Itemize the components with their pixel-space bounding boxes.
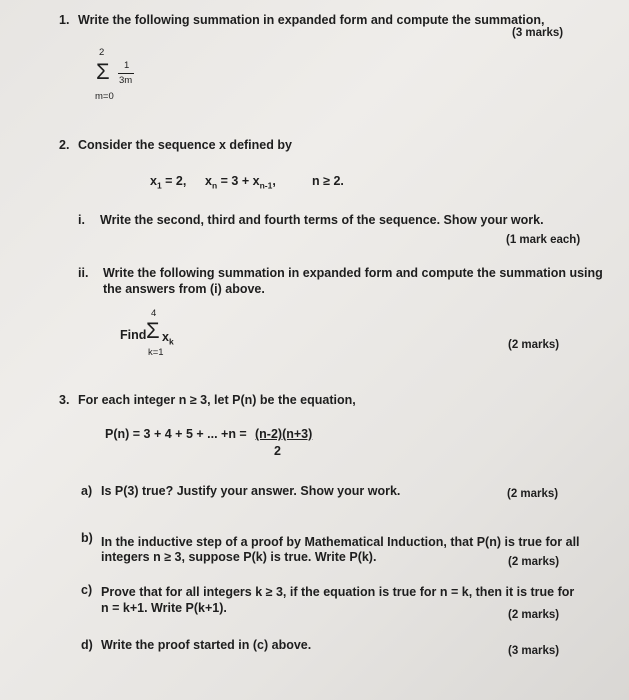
sigma-symbol: Σ	[146, 318, 160, 343]
q3a-text: Is P(3) true? Justify your answer. Show your work.	[101, 484, 401, 498]
q3d-marks: (3 marks)	[508, 645, 560, 657]
q1-number: 1.	[59, 13, 70, 27]
q1-text: Write the following summation in expanded form and compute the summation,	[78, 13, 545, 27]
q3b-marks: (2 marks)	[508, 556, 560, 568]
q3c-line1: Prove that for all integers k ≥ 3, if the equation is true for n = k, then it is true for	[101, 585, 575, 599]
q2ii-sum-upper: 4	[151, 308, 157, 319]
q2-sequence-x1: $x_1 = 2$,	[150, 174, 187, 191]
q3d-label: d)	[81, 638, 93, 652]
q1-sum-denominator: 3m	[119, 75, 133, 86]
q1-sum-lower: m=0	[95, 91, 114, 102]
q3a-marks: (2 marks)	[507, 488, 559, 500]
q2-number: 2.	[59, 138, 70, 152]
q2ii-term: $x_k$	[162, 330, 174, 347]
q2ii-marks: (2 marks)	[508, 339, 560, 351]
q1-sum-numerator: 1	[124, 60, 130, 71]
q1-marks: (3 marks)	[512, 27, 564, 39]
q3-number: 3.	[59, 393, 70, 407]
q3d-text: Write the proof started in (c) above.	[101, 638, 312, 652]
sigma-symbol: Σ	[96, 59, 110, 84]
fraction-bar	[118, 73, 134, 74]
q3b-label: b)	[81, 531, 93, 545]
q2-sequence-condition: n ≥ 2.	[312, 174, 344, 188]
q3c-label: c)	[81, 583, 93, 597]
q2ii-sum-lower: k=1	[148, 347, 164, 358]
q2ii-line2: the answers from (i) above.	[103, 282, 265, 296]
q2ii-find: Find	[120, 328, 147, 342]
q3b-line1: In the inductive step of a proof by Mathematical Induction, that P(n) is true for all	[101, 535, 580, 549]
q3c-marks: (2 marks)	[508, 609, 560, 621]
q3c-line2: n = k+1. Write P(k+1).	[101, 601, 227, 615]
q3-equation-numerator: (n-2)(n+3)	[255, 427, 313, 441]
q2i-text: Write the second, third and fourth terms of the sequence. Show your work.	[100, 213, 544, 227]
q2-text: Consider the sequence x defined by	[78, 138, 292, 152]
q2i-label: i.	[78, 213, 85, 227]
q2i-marks: (1 mark each)	[506, 234, 581, 246]
q3b-line2: integers n ≥ 3, suppose P(k) is true. Write P(k).	[101, 550, 377, 564]
q3-equation-denominator: 2	[274, 444, 281, 458]
q2ii-line1: Write the following summation in expanded form and compute the summation using	[103, 266, 603, 280]
q3-equation-left: P(n) = 3 + 4 + 5 + ... +n =	[105, 427, 247, 441]
q2-sequence-xn: $x_n = 3 + x_{n-1}$,	[205, 174, 276, 191]
q2ii-label: ii.	[78, 266, 89, 280]
q3-text: For each integer n ≥ 3, let P(n) be the equation,	[78, 393, 356, 407]
q1-sum-upper: 2	[99, 47, 105, 58]
q3a-label: a)	[81, 484, 93, 498]
